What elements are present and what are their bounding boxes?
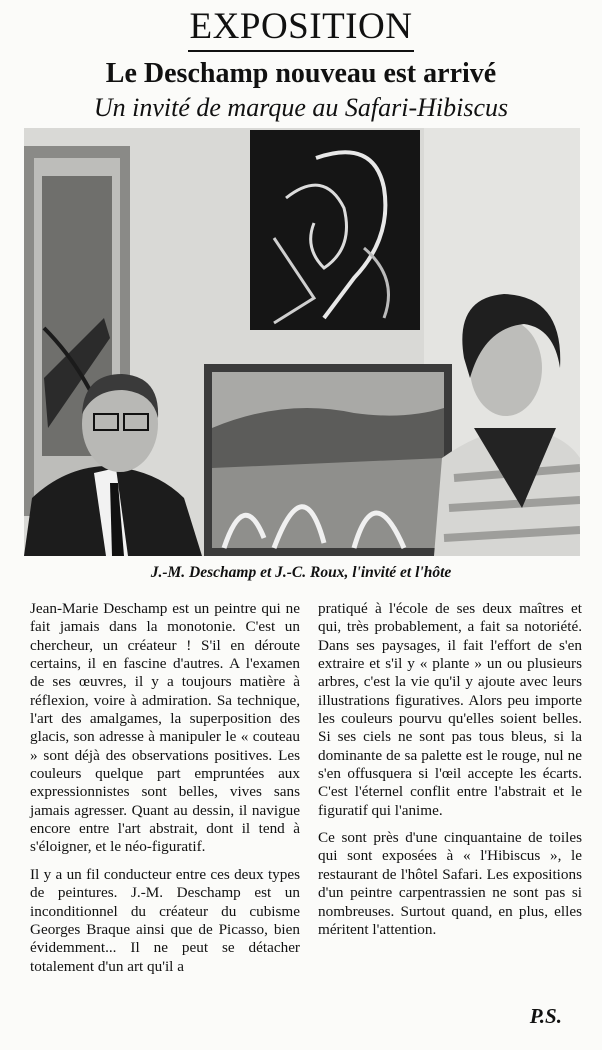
paragraph: pratiqué à l'école de ses deux maîtres et qui, très probablement, a fait sa notoriété. Dans ses paysages, il fait l'effort de s'en extraire et s'il y « plante » un ou plusieurs arbres, c'est la vie qu'il y ajoute avec leurs illustrations figuratives. Alors peu importe les couleurs pourvu qu'elles soient belles. Si ses ciels ne sont pas tous bleus, si la dominante de sa palette est le rouge, nul ne s'en offusquera si l'œil accepte les écarts. C'est l'éternel conflit entre l'abstrait et le figuratif qui l'anime. <box>318 600 582 819</box>
article-column-right <box>318 600 582 939</box>
paragraph: Ce sont près d'une cinquantaine de toiles qui sont exposées à « l'Hibiscus », le restaurant de l'hôtel Safari. Les expositions d'un peintre carpentrassien ne sont pas si nombreuses. Surtout quand, en plus, elles méritent l'attention. <box>318 829 582 938</box>
article-photo <box>24 128 580 556</box>
paragraph: Il y a un fil conducteur entre ces deux types de peintures. J.-M. Deschamp est un inconditionnel du créateur du cubisme Georges Braque ainsi que de Picasso, bien évidemment... Il ne peut se détacher totalement d'un art qu'il a <box>30 865 300 975</box>
section-rubric <box>0 6 602 52</box>
paragraph: Jean-Marie Deschamp est un peintre qui ne fait jamais dans la monotonie. C'est un chercheur, un créateur ! S'il en déroute certains, il en fascine d'autres. A l'examen de ses œuvres, il y a toujours matière à réflexion, voire à admiration. Sa technique, l'art des amalgames, la superposition des glacis, son adresse à manipuler le « couteau » sont déjà des observations positives. Les couleurs quelque part empruntées aux expressionnistes sont belles, vives sans jamais agresser. Quant au dessin, il navigue encore entre l'art abstrait, dont il tend à s'éloigner, et le néo-figuratif. <box>30 600 300 856</box>
article-column-left <box>30 600 300 976</box>
section-label: EXPOSITION <box>188 6 415 52</box>
author-signature: P.S. <box>529 1004 562 1028</box>
subheadline: Un invité de marque au Safari-Hibiscus <box>93 93 509 122</box>
headline: Le Deschamp nouveau est arrivé <box>105 58 497 89</box>
portrait-painting <box>250 130 420 330</box>
photo-caption: J.-M. Deschamp et J.-C. Roux, l'invité et l'hôte <box>150 564 452 581</box>
